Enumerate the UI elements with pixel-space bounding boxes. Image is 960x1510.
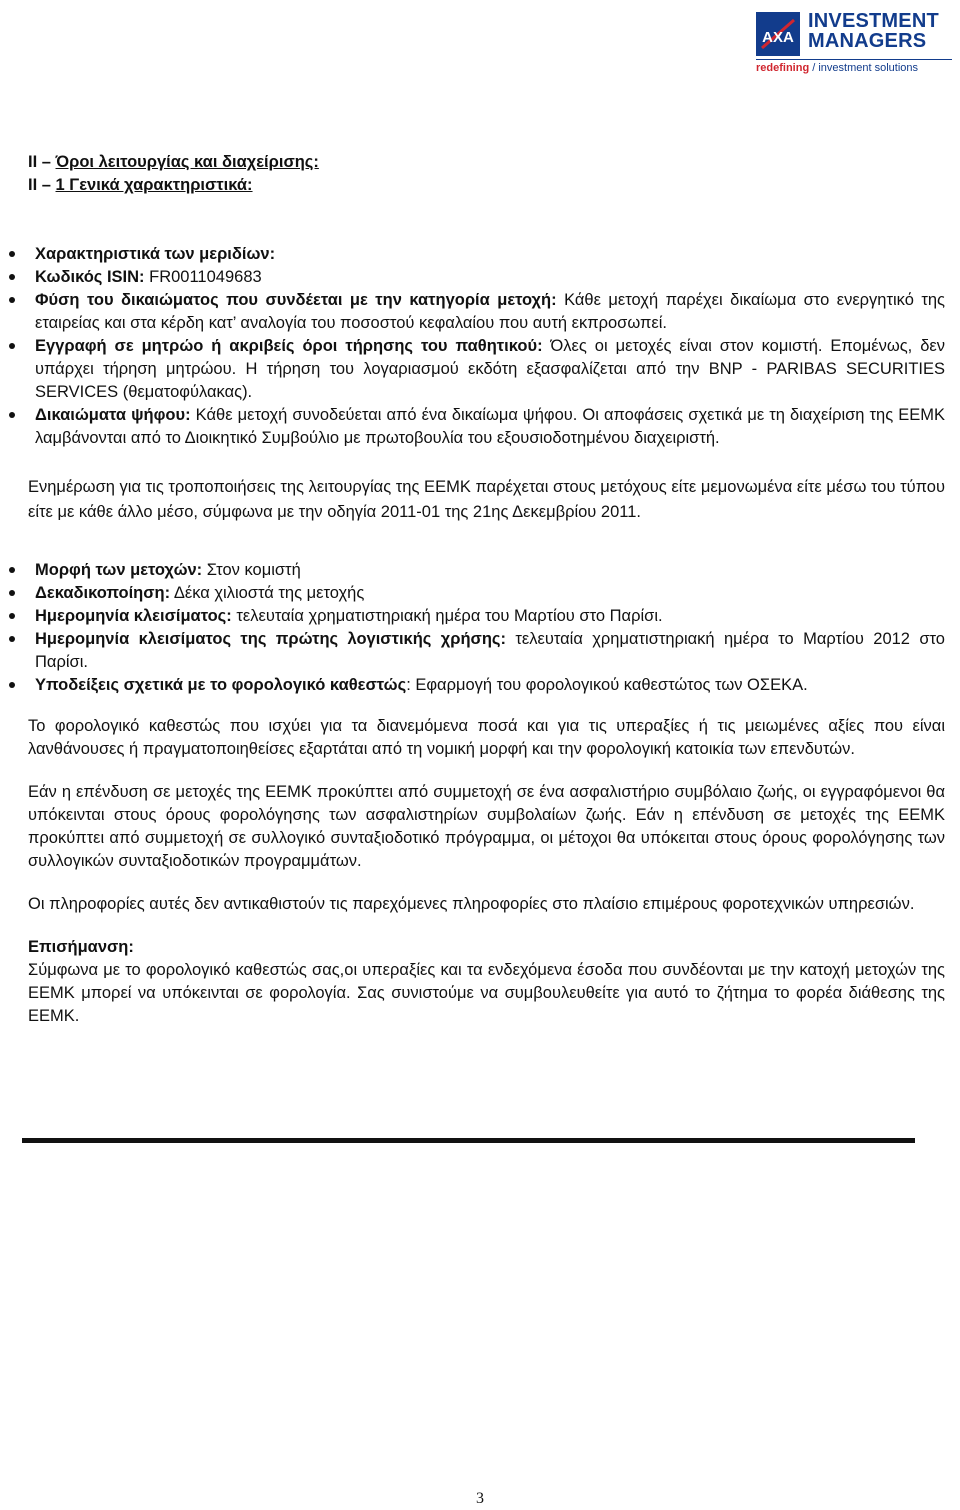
item-text: τελευταία χρηματιστηριακή ημέρα του Μαρτίου στο Παρίσι. <box>231 607 663 625</box>
heading-title: Όροι λειτουργίας και διαχείρισης: <box>55 153 319 171</box>
share-characteristics-list <box>28 243 945 450</box>
logo-divider <box>756 59 952 60</box>
item-text: : Εφαρμογή του φορολογικού καθεστώτος των ΟΣΕΚΑ. <box>406 676 808 694</box>
logo-tag-redefining: redefining <box>756 62 810 74</box>
shares-details-list <box>28 559 945 697</box>
item-text: τελευταία χρηματιστηριακή ημέρα το Μαρτίου 2012 στο Παρίσι. <box>35 630 945 671</box>
item-label: Υποδείξεις σχετικά με το φορολογικό καθεστώς <box>35 676 407 694</box>
list-item <box>28 243 945 266</box>
item-text: Όλες οι μετοχές είναι στον κομιστή. Επομένως, δεν υπάρχει τήρηση μητρώου. Η τήρηση του λογαριασμού εκδότη εξασφαλίζεται από την BNP - PARIBAS SECURITIES SERVICES (θεματοφύλακας). <box>35 337 945 401</box>
logo-tagline <box>756 62 918 74</box>
update-paragraph: Ενημέρωση για τις τροποποιήσεις της λειτουργίας της ΕΕΜΚ παρέχεται στους μετόχους είτε μεμονωμένα είτε μέσω του τύπου είτε με κάθε άλλο μέσο, σύμφωνα με την οδηγία 2011-01 της 21ης Δεκεμβρίου 2011. <box>28 478 945 521</box>
item-label: Δικαιώματα ψήφου: <box>35 406 191 424</box>
item-label: Ημερομηνία κλεισίματος: <box>35 607 232 625</box>
separator-rule <box>22 1138 915 1143</box>
list-item <box>28 674 945 697</box>
item-label: Ημερομηνία κλεισίματος της πρώτης λογιστικής χρήσης: <box>35 630 506 648</box>
item-label: Φύση του δικαιώματος που συνδέεται με την κατηγορία μετοχή: <box>35 291 557 309</box>
axa-im-logo <box>756 10 952 72</box>
note-text: Σύμφωνα με το φορολογικό καθεστώς σας,οι υπεραξίες και τα ενδεχόμενα έσοδα που συνδέονται με την κατοχή μετοχών της ΕΕΜΚ μπορεί να υπόκεινται σε φορολογία. Σας συνιστούμε να συμβουλευθείτε για αυτό το ζήτημα το φορέα διάθεσης της ΕΕΜΚ. <box>28 961 945 1025</box>
logo-tag-rest: investment solutions <box>818 62 919 74</box>
list-item <box>28 559 945 582</box>
list-item <box>28 628 945 674</box>
subsection-heading <box>28 174 945 197</box>
item-label: Κωδικός ISIN: <box>35 268 145 286</box>
heading-prefix: II – <box>28 153 56 171</box>
page-number: 3 <box>476 1490 484 1507</box>
tax-paragraph-3: Οι πληροφορίες αυτές δεν αντικαθιστούν τις παρεχόμενες πληροφορίες στο πλαίσιο επιμέρους φοροτεχνικών υπηρεσιών. <box>28 895 915 913</box>
subheading-prefix: II – <box>28 176 56 194</box>
section-heading <box>28 151 945 174</box>
list-item <box>28 266 945 289</box>
logo-tag-sep: / <box>809 62 819 74</box>
tax-paragraph-2: Εάν η επένδυση σε μετοχές της ΕΕΜΚ προκύπτει από συμμετοχή σε ένα ασφαλιστήριο συμβόλαιο ζωής, οι εγγραφόμενοι θα υπόκεινται στους όρους φορολόγησης των ασφαλιστηρίων συμβολαίων ζωής. Εάν η επένδυση σε μετοχές της ΕΕΜΚ προκύπτει από συμμετοχή σε συλλογικό συνταξιοδοτικό πρόγραμμα, οι μέτοχοι θα υπόκειται στους όρους φορολόγησης των συλλογικών συνταξιοδοτικών προγραμμάτων. <box>28 783 945 870</box>
note-label: Επισήμανση: <box>28 938 134 956</box>
item-text: Στον κομιστή <box>202 561 301 579</box>
page-content <box>28 151 945 1028</box>
list-item <box>28 289 945 335</box>
item-label: Εγγραφή σε μητρώο ή ακριβείς όροι τήρησης του παθητικού: <box>35 337 543 355</box>
logo-line1: INVESTMENT <box>808 10 939 32</box>
list-item <box>28 582 945 605</box>
item-label: Μορφή των μετοχών: <box>35 561 203 579</box>
item-text: Δέκα χιλιοστά της μετοχής <box>170 584 365 602</box>
list-item <box>28 404 945 450</box>
item-label: Χαρακτηριστικά των μεριδίων: <box>35 245 276 263</box>
list-item <box>28 335 945 404</box>
item-text: Κάθε μετοχή παρέχει δικαίωμα στο ενεργητικό της εταιρείας και στα κέρδη κατ’ αναλογία του ποσοστού κεφαλαίου που αυτή εκπροσωπεί. <box>35 291 945 332</box>
logo-line2: MANAGERS <box>808 30 927 52</box>
tax-paragraph-1: Το φορολογικό καθεστώς που ισχύει για τα διανεμόμενα ποσά και για τις υπεραξίες ή τις μειωμένες αξίες που είναι λανθάνουσες ή πραγματοποιηθείσες εξαρτάται από τη νομική μορφή και την φορολογική κατοικία των επενδυτών. <box>28 717 945 758</box>
item-text: FR0011049683 <box>144 268 262 286</box>
list-item <box>28 605 945 628</box>
item-text: Κάθε μετοχή συνοδεύεται από ένα δικαίωμα ψήφου. Οι αποφάσεις σχετικά με τη διαχείριση της ΕΕΜΚ λαμβάνονται από το Διοικητικό Συμβούλιο με πρωτοβουλία του εξουσιοδοτημένου διαχειριστή. <box>35 406 946 447</box>
axa-logo-icon <box>756 12 800 56</box>
subheading-title: 1 Γενικά χαρακτηριστικά: <box>55 176 253 194</box>
svg-text:AXA: AXA <box>762 29 794 46</box>
item-label: Δεκαδικοποίηση: <box>35 584 171 602</box>
